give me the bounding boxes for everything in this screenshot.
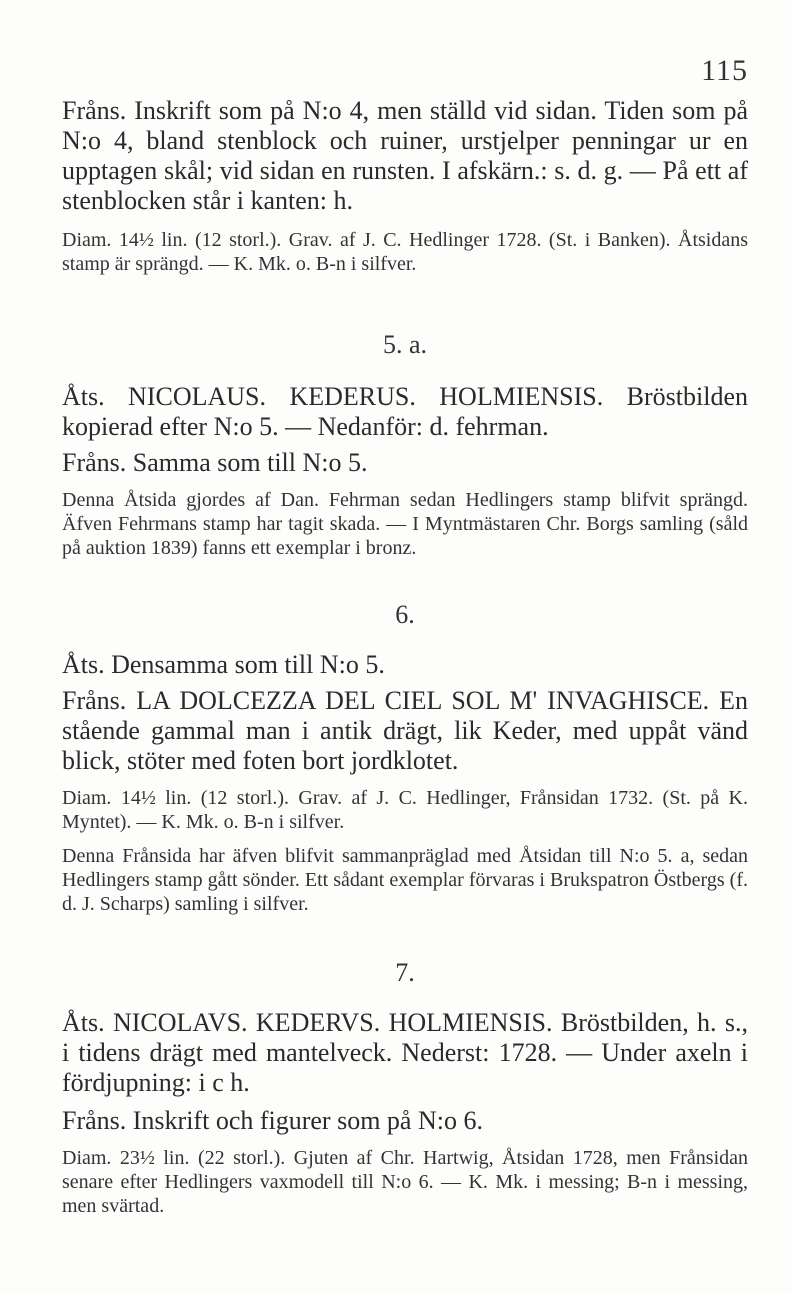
entry-7-number: 7.: [395, 958, 415, 987]
entry-4-reverse: Fråns. Inskrift som på N:o 4, men ställd vid sidan. Tiden som på N:o 4, bland stenblock och ruiner, urstjelper penningar ur en upptagen skål; vid sidan en runsten. I afskärn.: s. d. g. — På ett af stenblocken står i kanten: h.: [62, 96, 748, 215]
entry-5a-notes: Denna Åtsida gjordes af Dan. Fehrman sedan Hedlingers stamp blifvit sprängd. Äfven Fehrmans stamp har tagit skada. — I Myntmästaren Chr. Borgs samling (såld på auktion 1839) fanns ett exemplar i bronz.: [62, 489, 748, 559]
entry-6-reverse: Fråns. LA DOLCEZZA DEL CIEL SOL M' INVAGHISCE. En stående gammal man i antik drägt, lik Keder, med uppåt vänd blick, stöter med foten bort jordklotet.: [62, 686, 748, 775]
entry-6-notes-1: Diam. 14½ lin. (12 storl.). Grav. af J. C. Hedlinger, Frånsidan 1732. (St. på K. Myntet). — K. Mk. o. B-n i silfver.: [62, 787, 748, 833]
entry-7-reverse: Fråns. Inskrift och figurer som på N:o 6.: [62, 1106, 483, 1135]
entry-5a-reverse: Fråns. Samma som till N:o 5.: [62, 448, 368, 477]
entry-5a-obverse: Åts. NICOLAUS. KEDERUS. HOLMIENSIS. Bröstbilden kopierad efter N:o 5. — Nedanför: d. fehrman.: [62, 382, 748, 441]
entry-7-notes: Diam. 23½ lin. (22 storl.). Gjuten af Chr. Hartwig, Åtsidan 1728, men Frånsidan senare efter Hedlingers vaxmodell till N:o 6. — K. Mk. i messing; B-n i messing, men svärtad.: [62, 1147, 748, 1217]
entry-6-number: 6.: [395, 600, 415, 629]
entry-6-obverse: Åts. Densamma som till N:o 5.: [62, 650, 385, 679]
page-content: [62, 96, 748, 1218]
entry-7-obverse: Åts. NICOLAVS. KEDERVS. HOLMIENSIS. Bröstbilden, h. s., i tidens drägt med mantelveck. Nederst: 1728. — Under axeln i fördjupning: i c h.: [62, 1008, 748, 1097]
entry-4-notes: Diam. 14½ lin. (12 storl.). Grav. af J. C. Hedlinger 1728. (St. i Banken). Åtsidans stamp är sprängd. — K. Mk. o. B-n i silfver.: [62, 229, 748, 275]
entry-5a-number: 5. a.: [382, 330, 428, 359]
page-number: 115: [701, 54, 748, 87]
entry-6-notes-2: Denna Frånsida har äfven blifvit sammanpräglad med Åtsidan till N:o 5. a, sedan Hedlingers stamp gått sönder. Ett sådant exemplar förvaras i Brukspatron Östbergs (f. d. J. Scharps) samling i silfver.: [62, 845, 748, 915]
